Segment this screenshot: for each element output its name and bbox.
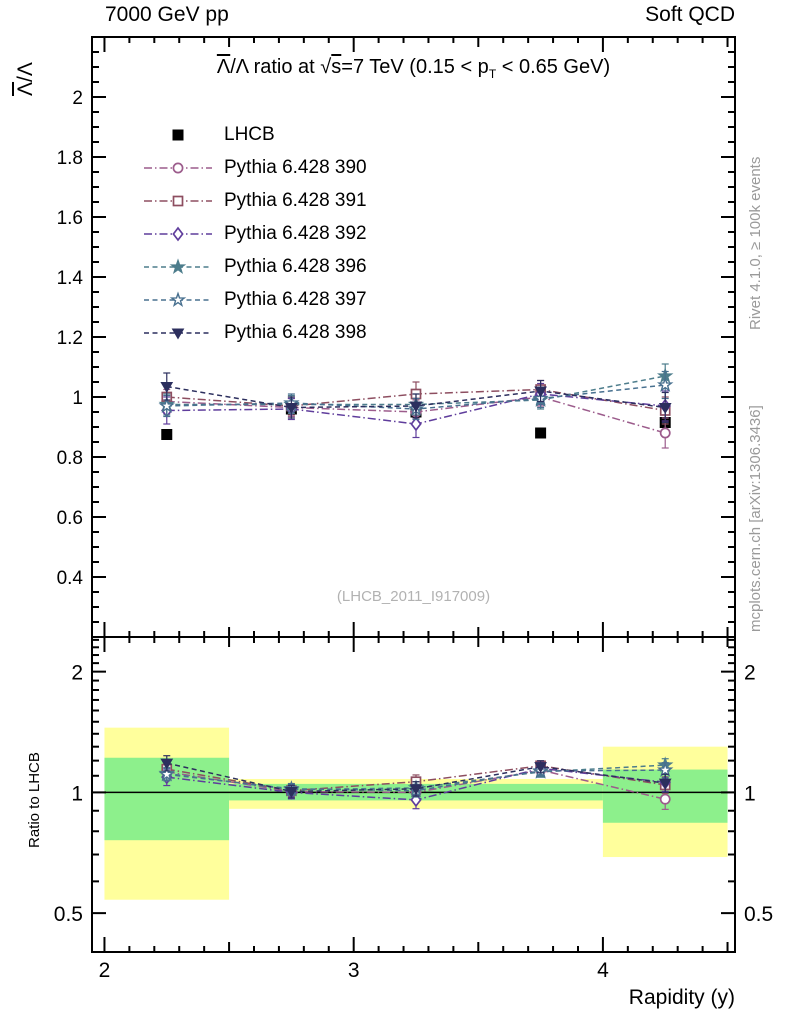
svg-text:3: 3 [347,959,360,982]
lambda-rest-glyph: /Λ [14,62,37,82]
legend-item-pythia-6-428-397 [142,283,367,316]
svg-text:1.6: 1.6 [56,208,83,229]
model-series-top [161,364,672,448]
legend-marker-sample [142,289,214,311]
lambda-bar-glyph: $\overline{\Lambda}$ [14,81,37,96]
title-lambda-bar: $\overline{\Lambda}$ [216,56,231,78]
legend-item-pythia-6-428-398 [142,316,367,349]
svg-text:1: 1 [72,388,83,409]
legend-item-label: Pythia 6.428 398 [224,321,367,343]
uncertainty-bands [104,728,727,900]
title-tail: < 0.65 GeV) [496,56,611,78]
legend-marker-sample [142,190,214,212]
svg-text:0.4: 0.4 [56,568,83,589]
legend-marker-sample [142,256,214,278]
legend-item-label: Pythia 6.428 391 [224,189,367,211]
svg-text:2: 2 [72,88,83,109]
svg-text:0.8: 0.8 [56,448,83,469]
rivet-version-note: Rivet 4.1.0, ≥ 100k events [747,156,764,330]
mcplots-attribution-note: mcplots.cern.ch [arXiv:1306.3436] [747,405,764,632]
process-group-label: Soft QCD [645,3,735,26]
yaxis-title-ratio: Ratio to LHCB [26,752,43,848]
svg-text:1.8: 1.8 [56,148,83,169]
legend-item-pythia-6-428-392 [142,217,367,250]
analysis-watermark: (LHCB_2011_I917009) [336,588,491,605]
svg-text:1.4: 1.4 [56,268,83,289]
legend-item-label: Pythia 6.428 390 [224,156,367,178]
title-sqrt-arg: s [331,56,342,78]
title-ratio-text: /Λ ratio at [230,56,321,78]
legend-item-pythia-6-428-396 [142,250,367,283]
legend-marker-sample [142,124,214,146]
svg-text:1.2: 1.2 [56,328,83,349]
svg-text:2: 2 [98,959,111,982]
title-sqrt-sign: √ [320,56,332,78]
legend-marker-sample [142,157,214,179]
svg-text:1: 1 [71,782,83,806]
legend [142,118,367,349]
svg-text:2: 2 [744,661,756,685]
legend-item-lhcb [142,118,367,151]
legend-marker-sample [142,322,214,344]
beam-energy-label: 7000 GeV pp [105,3,229,26]
plot-title [92,56,735,81]
svg-text:0.5: 0.5 [744,903,774,927]
legend-item-pythia-6-428-390 [142,151,367,184]
svg-text:1: 1 [744,782,756,806]
title-middle: =7 TeV (0.15 < p [341,56,489,78]
svg-text:0.5: 0.5 [53,903,83,927]
legend-item-label: Pythia 6.428 392 [224,222,367,244]
legend-item-pythia-6-428-391 [142,184,367,217]
svg-text:4: 4 [597,959,609,982]
svg-text:0.6: 0.6 [56,508,83,529]
title-pt-subscript: T [488,67,497,81]
legend-item-label: Pythia 6.428 397 [224,288,367,310]
legend-item-label: LHCB [224,123,275,145]
svg-text:2: 2 [71,661,83,685]
xaxis-title: Rapidity (y) [628,986,735,1009]
legend-item-label: Pythia 6.428 396 [224,255,367,277]
legend-marker-sample [142,223,214,245]
